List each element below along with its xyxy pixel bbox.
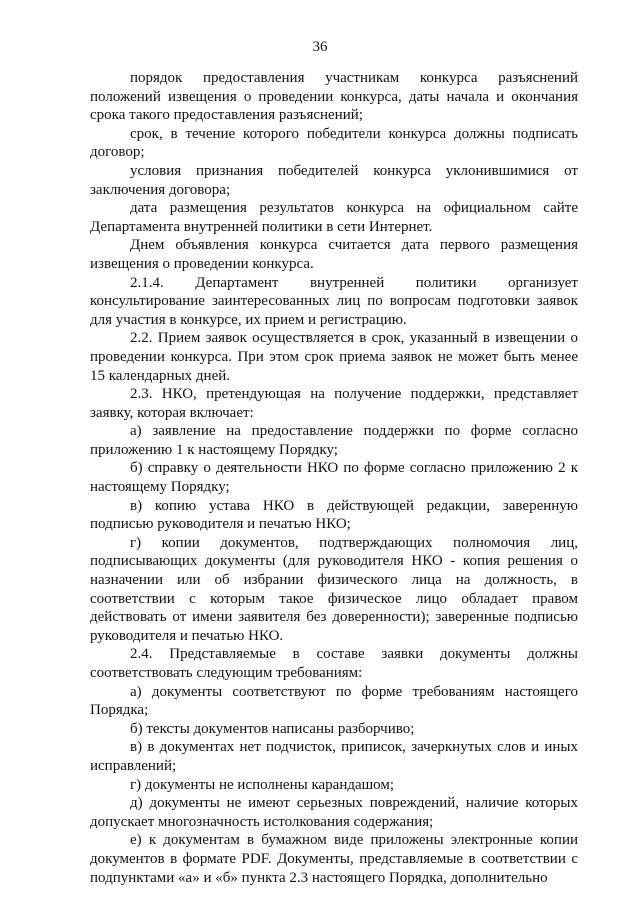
paragraph: порядок предоставления участникам конкурса разъяснений положений извещения о проведении конкурса, даты начала и окончания срока такого предоставления разъяснений;: [90, 70, 578, 124]
list-item: е) к документам в бумажном виде приложены электронные копии документов в формате PDF. Документы, представляемые в соответствии с подпунктами «а» и «б» пункта 2.3 настоящего Порядка, дополнительно: [90, 832, 578, 886]
list-item: в) копию устава НКО в действующей редакции, заверенную подписью руководителя и печатью НКО;: [90, 497, 578, 533]
list-item: а) документы соответствуют по форме требованиям настоящего Порядка;: [90, 683, 578, 719]
document-body: [90, 69, 578, 887]
list-item: д) документы не имеют серьезных повреждений, наличие которых допускает многозначность истолкования содержания;: [90, 795, 578, 830]
list-item: б) тексты документов написаны разборчиво;: [130, 720, 415, 737]
paragraph: Днем объявления конкурса считается дата первого размещения извещения о проведении конкурса.: [90, 237, 578, 272]
page-number: 36: [312, 39, 328, 55]
paragraph: 2.1.4. Департамент внутренней политики организует консультирование заинтересованных лиц по вопросам подготовки заявок для участия в конкурсе, их прием и регистрацию.: [90, 274, 578, 328]
list-item: г) копии документов, подтверждающих полномочия лиц, подписывающих документы (для руководителя НКО - копия решения о назначении или об избрании физического лица на должность, в соответствии с которым такое физическое лицо обладает правом действовать от имени заявителя без доверенности); заверенные подписью руководителя и печатью НКО.: [90, 534, 578, 644]
paragraph: 2.4. Представляемые в составе заявки документы должны соответствовать следующим требованиям:: [90, 646, 578, 681]
list-item: а) заявление на предоставление поддержки по форме согласно приложению 1 к настоящему Порядку;: [90, 423, 578, 458]
paragraph: срок, в течение которого победители конкурса должны подписать договор;: [90, 125, 578, 161]
list-item: б) справку о деятельности НКО по форме согласно приложению 2 к настоящему Порядку;: [90, 460, 578, 496]
paragraph: дата размещения результатов конкурса на официальном сайте Департамента внутренней политики в сети Интернет.: [90, 200, 578, 235]
list-item: г) документы не исполнены карандашом;: [130, 776, 395, 793]
paragraph: 2.3. НКО, претендующая на получение поддержки, представляет заявку, которая включает:: [90, 386, 578, 421]
paragraph: условия признания победителей конкурса уклонившимися от заключения договора;: [90, 162, 578, 198]
paragraph: 2.2. Прием заявок осуществляется в срок, указанный в извещении о проведении конкурса. При этом срок приема заявок не может быть менее 15 календарных дней.: [90, 330, 578, 384]
list-item: в) в документах нет подчисток, приписок, зачеркнутых слов и иных исправлений;: [90, 739, 578, 774]
